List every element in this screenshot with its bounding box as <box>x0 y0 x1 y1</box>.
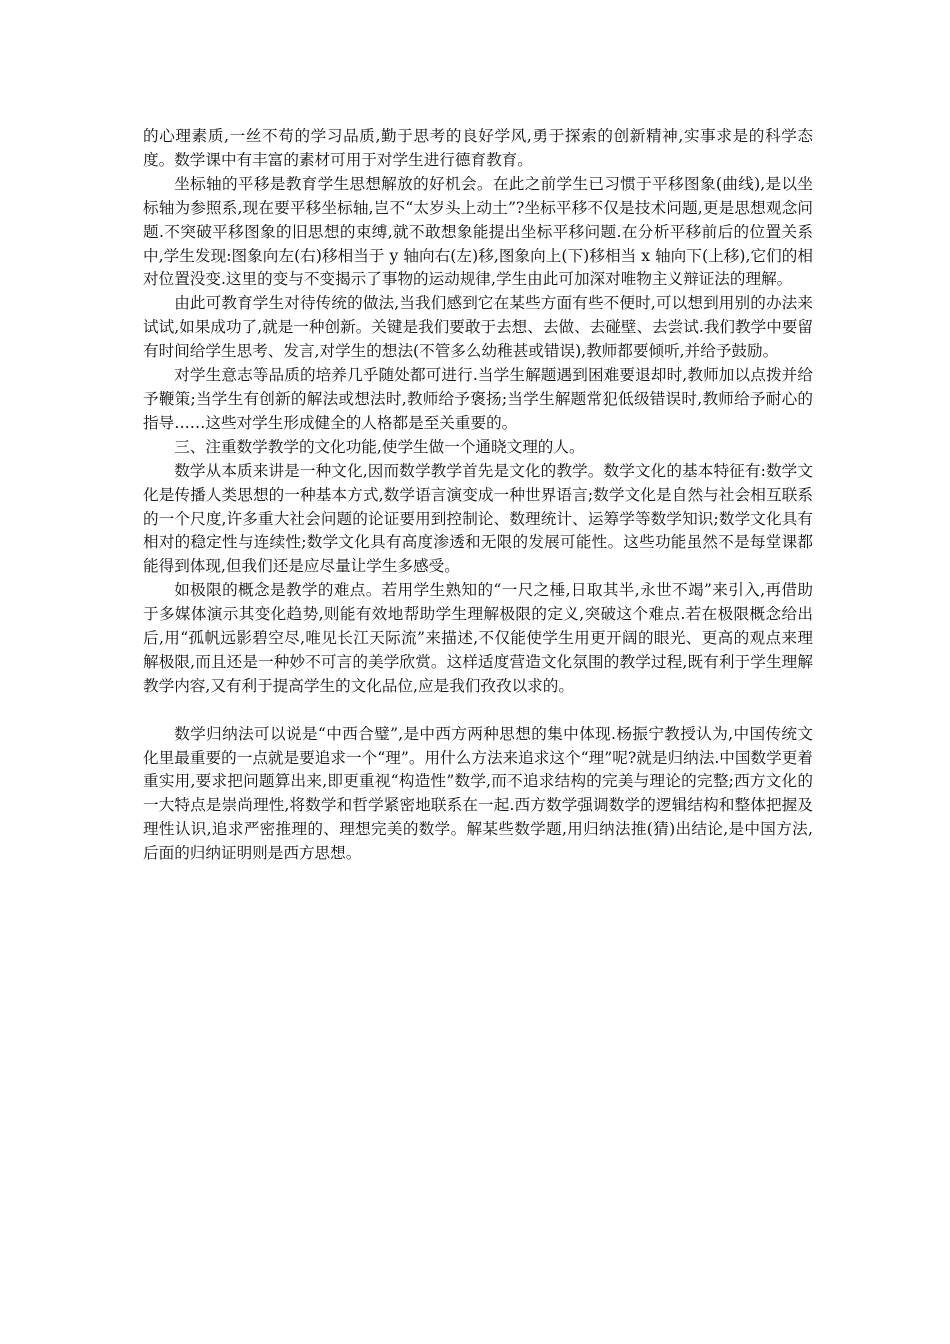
paragraph-innovation: 由此可教育学生对待传统的做法,当我们感到它在某些方面有些不便时,可以想到用别的办法来试试,如果成功了,就是一种创新。关键是我们要敢于去想、去做、去碰壁、去尝试.我们教学中要留有时间给学生思考、发言,对学生的想法(不管多么幼稚甚或错误),教师都要倾听,并给予鼓励。 <box>143 294 813 361</box>
paragraph-induction: 数学归纳法可以说是“中西合璧”,是中西方两种思想的集中体现.杨振宁教授认为,中国传统文化里最重要的一点就是要追求一个“理”。用什么方法来追求这个“理”呢?就是归纳法.中国数学更着重实用,要求把问题算出来,即更重视“构造性”数学,而不追求结构的完美与理论的完整;西方文化的一大特点是崇尚理性,将数学和哲学紧密地联系在一起.西方数学强调数学的逻辑结构和整体把握及理性认识,追求严密推理的、理想完美的数学。解某些数学题,用归纳法推(猜)出结论,是中国方法,后面的归纳证明则是西方思想。 <box>143 724 813 863</box>
section-heading-culture: 三、注重数学教学的文化功能,使学生做一个通晓文理的人。 <box>174 437 585 456</box>
paragraph-math-culture: 数学从本质来讲是一种文化,因而数学教学首先是文化的教学。数学文化的基本特征有:数学文化是传播人类思想的一种基本方式,数学语言演变成一种世界语言;数学文化是自然与社会相互联系的一个尺度,许多重大社会问题的论证要用到控制论、数理统计、运筹学等数学知识;数学文化具有相对的稳定性与连续性;数学文化具有高度渗透和无限的发展可能性。这些功能虽然不是每堂课都能得到体现,但我们还是应尽量让学生多感受。 <box>143 461 813 576</box>
document-body <box>143 125 813 866</box>
paragraph-will-cultivation: 对学生意志等品质的培养几乎随处都可进行.当学生解题遇到困难要退却时,教师加以点拨并给予鞭策;当学生有创新的解法或想法时,教师给予褒扬;当学生解题常犯低级错误时,教师给予耐心的指导……这些对学生形成健全的人格都是至关重要的。 <box>143 366 813 432</box>
paragraph-continuation: 的心理素质,一丝不苟的学习品质,勤于思考的良好学风,勇于探索的创新精神,实事求是的科学态度。数学课中有丰富的素材可用于对学生进行德育教育。 <box>143 127 813 169</box>
paragraph-axis-translation: 坐标轴的平移是教育学生思想解放的好机会。在此之前学生已习惯于平移图象(曲线),是以坐标轴为参照系,现在要平移坐标轴,岂不“太岁头上动土”?坐标平移不仅是技术问题,更是思想观念问题.不突破平移图象的旧思想的束缚,就不敢想象能提出坐标平移问题.在分析平移前后的位置关系中,学生发现:图象向左(右)移相当于 y 轴向右(左)移,图象向上(下)移相当 x 轴向下(上移),它们的相对位置没变.这里的变与不变揭示了事物的运动规律,学生由此可加深对唯物主义辩证法的理解。 <box>143 174 813 289</box>
paragraph-limit-concept: 如极限的概念是教学的难点。若用学生熟知的“一尺之棰,日取其半,永世不竭”来引入,再借助于多媒体演示其变化趋势,则能有效地帮助学生理解极限的定义,突破这个难点.若在极限概念给出后,用“孤帆远影碧空尽,唯见长江天际流”来描述,不仅能使学生用更开阔的眼光、更高的观点来理解极限,而且还是一种妙不可言的美学欣赏。这样适度营造文化氛围的教学过程,既有利于学生理解教学内容,又有利于提高学生的文化品位,应是我们孜孜以求的。 <box>143 581 813 695</box>
